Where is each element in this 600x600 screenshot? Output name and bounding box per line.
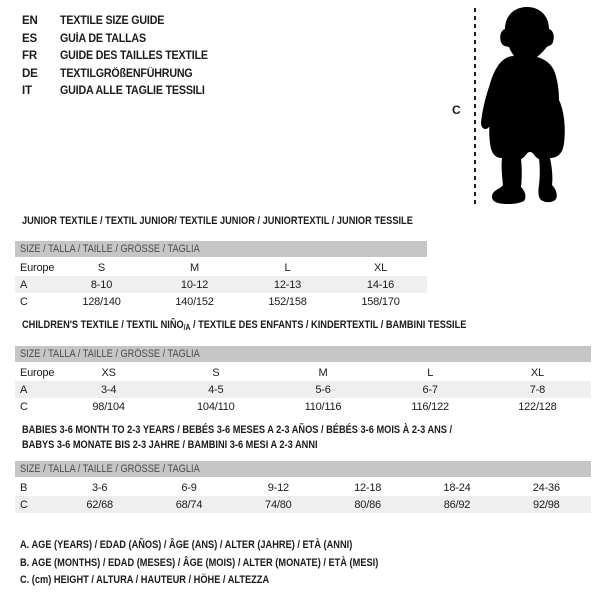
row-label: Europe bbox=[20, 366, 55, 379]
row-label: Europe bbox=[20, 261, 55, 274]
babies-size-header-bar: SIZE / TALLA / TAILLE / GRÖSSE / TAGLIA bbox=[15, 461, 591, 477]
age-cell: 12-18 bbox=[354, 481, 382, 494]
age-cell: 18-24 bbox=[443, 481, 471, 494]
lang-title: TEXTILE SIZE GUIDE bbox=[60, 15, 165, 27]
row-label: A bbox=[20, 383, 28, 396]
size-cell: L bbox=[284, 261, 291, 274]
age-cell: 6-9 bbox=[181, 481, 197, 494]
height-cell: 152/158 bbox=[268, 295, 307, 308]
table-row-age bbox=[15, 276, 427, 293]
age-cell: 8-10 bbox=[90, 278, 113, 291]
height-cell: 98/104 bbox=[92, 400, 125, 413]
height-cell: 86/92 bbox=[443, 498, 471, 511]
age-cell: 10-12 bbox=[180, 278, 209, 291]
table-row-age bbox=[15, 381, 591, 398]
lang-row-en bbox=[22, 13, 219, 31]
children-size-header-bar: SIZE / TALLA / TAILLE / GRÖSSE / TAGLIA bbox=[15, 346, 591, 362]
height-cell: 74/80 bbox=[265, 498, 292, 511]
size-cell: S bbox=[97, 261, 106, 274]
height-measure-dashed-line bbox=[474, 8, 476, 204]
age-cell: 4-5 bbox=[208, 383, 224, 396]
nino-a-subscript: /A bbox=[183, 323, 191, 332]
lang-code: FR bbox=[22, 50, 37, 62]
junior-size-header-bar: SIZE / TALLA / TAILLE / GRÖSSE / TAGLIA bbox=[15, 241, 427, 257]
age-cell: 12-13 bbox=[273, 278, 302, 291]
height-cell: 116/122 bbox=[411, 400, 449, 413]
height-cell: 110/116 bbox=[304, 400, 342, 413]
note-age-months: B. AGE (MONTHS) / EDAD (MESES) / ÂGE (MOIS) / ALTER (MONATE) / ETÀ (MESI) bbox=[20, 556, 379, 569]
age-cell: 24-36 bbox=[532, 481, 560, 494]
lang-title: GUIDE DES TAILLES TEXTILE bbox=[60, 50, 208, 62]
height-cell: 158/170 bbox=[361, 295, 400, 308]
junior-section-heading: JUNIOR TEXTILE / TEXTIL JUNIOR/ TEXTILE JUNIOR / JUNIORTEXTIL / JUNIOR TESSILE bbox=[22, 215, 413, 227]
language-title-list bbox=[22, 13, 219, 101]
height-cell: 92/98 bbox=[533, 498, 560, 511]
lang-code: ES bbox=[22, 32, 37, 45]
size-cell: M bbox=[190, 261, 199, 274]
row-label: C bbox=[20, 498, 28, 511]
height-cell: 68/74 bbox=[175, 498, 203, 511]
children-section-heading: CHILDREN'S TEXTILE / TEXTIL NIÑO/A / TEXTILE DES ENFANTS / KINDERTEXTIL / BAMBINI TESSILE bbox=[22, 319, 467, 332]
junior-size-table bbox=[15, 241, 427, 310]
height-cell: 62/68 bbox=[86, 498, 113, 511]
age-cell: 3-4 bbox=[100, 383, 117, 396]
size-cell: XS bbox=[101, 366, 116, 379]
height-cell: 128/140 bbox=[82, 295, 121, 308]
lang-row-fr bbox=[22, 48, 219, 66]
table-row-europe bbox=[15, 259, 427, 276]
lang-code: DE bbox=[22, 67, 38, 80]
lang-title: GUÍA DE TALLAS bbox=[60, 32, 146, 45]
children-size-table bbox=[15, 346, 591, 415]
table-row-europe bbox=[15, 364, 591, 381]
age-cell: 5-6 bbox=[315, 383, 331, 396]
height-cell: 80/86 bbox=[354, 498, 381, 511]
lang-row-de bbox=[22, 66, 219, 84]
size-cell: L bbox=[427, 366, 434, 379]
row-label: C bbox=[20, 295, 28, 308]
lang-row-it bbox=[22, 83, 219, 101]
age-cell: 14-16 bbox=[366, 278, 395, 291]
size-cell: XL bbox=[373, 261, 388, 274]
lang-code: IT bbox=[22, 85, 32, 97]
note-height-cm: C. (cm) HEIGHT / ALTURA / HAUTEUR / HÖHE / ALTEZZA bbox=[20, 574, 270, 586]
height-cell: 140/152 bbox=[175, 295, 214, 308]
table-row-height bbox=[15, 398, 591, 415]
height-label-c: C bbox=[452, 103, 461, 117]
size-cell: M bbox=[318, 366, 328, 379]
lang-title: TEXTILGRÖßENFÜHRUNG bbox=[60, 67, 193, 80]
size-cell: S bbox=[212, 366, 220, 379]
lang-title: GUIDA ALLE TAGLIE TESSILI bbox=[60, 85, 205, 97]
babies-size-table bbox=[15, 461, 591, 513]
lang-row-es bbox=[22, 31, 219, 49]
height-cell: 104/110 bbox=[197, 400, 235, 413]
size-cell: XL bbox=[530, 366, 544, 379]
row-label: B bbox=[20, 481, 28, 494]
legend-notes bbox=[20, 537, 447, 590]
age-cell: 3-6 bbox=[92, 481, 108, 494]
age-cell: 9-12 bbox=[267, 481, 289, 494]
table-row-height bbox=[15, 293, 427, 310]
babies-section-heading: BABIES 3-6 MONTH TO 2-3 YEARS / BEBÉS 3-6 MESES A 2-3 AÑOS / BÉBÉS 3-6 MOIS À 2-3 ANS / BABYS 3-6 MONATE BIS 2-3 JAHRE / BAMBINI 3-6 MESI A 2-3 ANNI bbox=[22, 424, 453, 451]
age-cell: 6-7 bbox=[422, 383, 438, 396]
height-cell: 122/128 bbox=[518, 400, 557, 413]
lang-code: EN bbox=[22, 15, 38, 27]
table-row-age-months bbox=[15, 479, 591, 496]
table-row-height bbox=[15, 496, 591, 513]
note-age-years: A. AGE (YEARS) / EDAD (AÑOS) / ÂGE (ANS) / ALTER (JAHRE) / ETÀ (ANNI) bbox=[20, 539, 353, 551]
toddler-silhouette bbox=[478, 0, 598, 210]
row-label: A bbox=[20, 278, 28, 291]
age-cell: 7-8 bbox=[529, 383, 546, 396]
row-label: C bbox=[20, 400, 28, 413]
